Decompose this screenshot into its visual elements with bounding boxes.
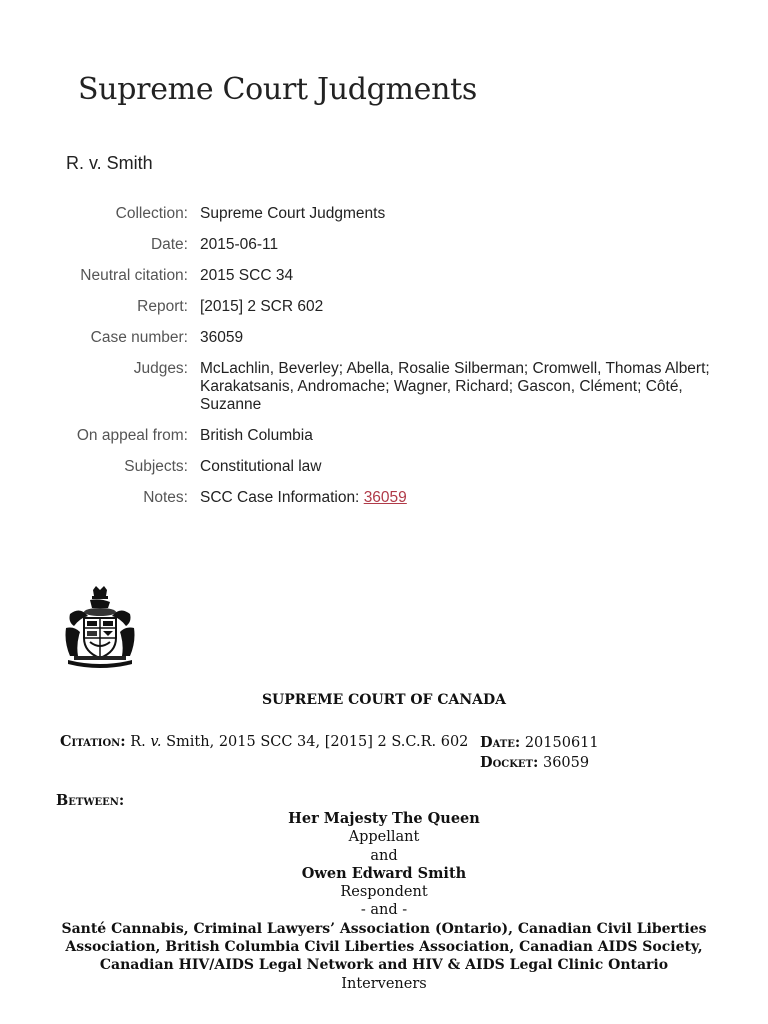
meta-label-appeal-from: On appeal from: <box>76 427 188 444</box>
meta-row-appeal-from <box>40 427 720 445</box>
parties-block <box>40 810 728 988</box>
meta-value-collection: Supreme Court Judgments <box>200 205 386 222</box>
date-line <box>480 733 599 753</box>
date-label: Date: <box>480 734 521 751</box>
appellant-name: Her Majesty The Queen <box>288 810 480 827</box>
meta-value-neutral-citation: 2015 SCC 34 <box>200 267 294 284</box>
citation-r: R. <box>130 734 151 750</box>
respondent-name: Owen Edward Smith <box>301 864 467 882</box>
citation-block <box>60 733 468 750</box>
coat-of-arms-icon <box>60 586 140 672</box>
citation-rest: Smith, 2015 SCC 34, [2015] 2 S.C.R. 602 <box>161 734 469 750</box>
meta-value-notes <box>200 489 720 507</box>
meta-label-collection: Collection: <box>115 205 188 222</box>
case-name: R. v. Smith <box>66 153 153 173</box>
interveners-names: Santé Cannabis, Criminal Lawyers’ Association (Ontario), Canadian Civil Liberties Association, British Columbia Civil Liberties Association, Canadian AIDS Society, Canadian HIV/AIDS Legal Network and HIV & AIDS Legal Clinic Ontario <box>61 920 707 974</box>
meta-row-subjects <box>40 458 720 476</box>
case-metadata <box>40 205 720 520</box>
date-docket-block <box>480 733 599 773</box>
meta-label-judges: Judges: <box>133 360 188 377</box>
meta-row-date <box>40 236 720 254</box>
meta-value-appeal-from: British Columbia <box>200 427 313 444</box>
meta-row-judges <box>40 360 720 414</box>
meta-row-collection <box>40 205 720 223</box>
meta-row-case-number <box>40 329 720 347</box>
meta-label-date: Date: <box>150 236 188 253</box>
and-separator-2: - and - <box>360 902 408 919</box>
meta-row-report <box>40 298 720 316</box>
between-label-text: Between: <box>56 792 125 809</box>
citation-label: Citation: <box>60 733 126 750</box>
court-heading: SUPREME COURT OF CANADA <box>261 692 507 708</box>
meta-label-report: Report: <box>137 298 188 315</box>
interveners-role: Interveners <box>341 975 427 988</box>
citation-v: v. <box>150 734 162 750</box>
meta-label-subjects: Subjects: <box>124 458 188 475</box>
between-label <box>56 792 124 809</box>
meta-label-notes: Notes: <box>143 489 188 506</box>
site-title: Supreme Court Judgments <box>78 72 478 107</box>
scc-case-information-link[interactable]: 36059 <box>363 489 407 506</box>
notes-prefix: SCC Case Information: <box>200 489 364 506</box>
meta-row-neutral-citation <box>40 267 720 285</box>
date-value: 20150611 <box>524 735 599 751</box>
and-separator: and <box>370 847 398 864</box>
meta-value-subjects: Constitutional law <box>200 458 322 475</box>
meta-value-case-number: 36059 <box>200 329 244 346</box>
docket-line <box>480 753 599 773</box>
meta-value-report: [2015] 2 SCR 602 <box>200 298 324 315</box>
docket-value: 36059 <box>542 755 590 771</box>
meta-row-notes <box>40 489 720 507</box>
docket-label: Docket: <box>480 754 539 771</box>
meta-label-case-number: Case number: <box>90 329 188 346</box>
meta-value-judges: McLachlin, Beverley; Abella, Rosalie Silberman; Cromwell, Thomas Albert; Karakatsanis, Andromache; Wagner, Richard; Gascon, Clément; Côté, Suzanne <box>200 360 710 413</box>
meta-value-date: 2015-06-11 <box>200 236 279 253</box>
meta-label-neutral-citation: Neutral citation: <box>80 267 188 284</box>
appellant-role: Appellant <box>348 829 420 846</box>
respondent-role: Respondent <box>340 884 428 901</box>
